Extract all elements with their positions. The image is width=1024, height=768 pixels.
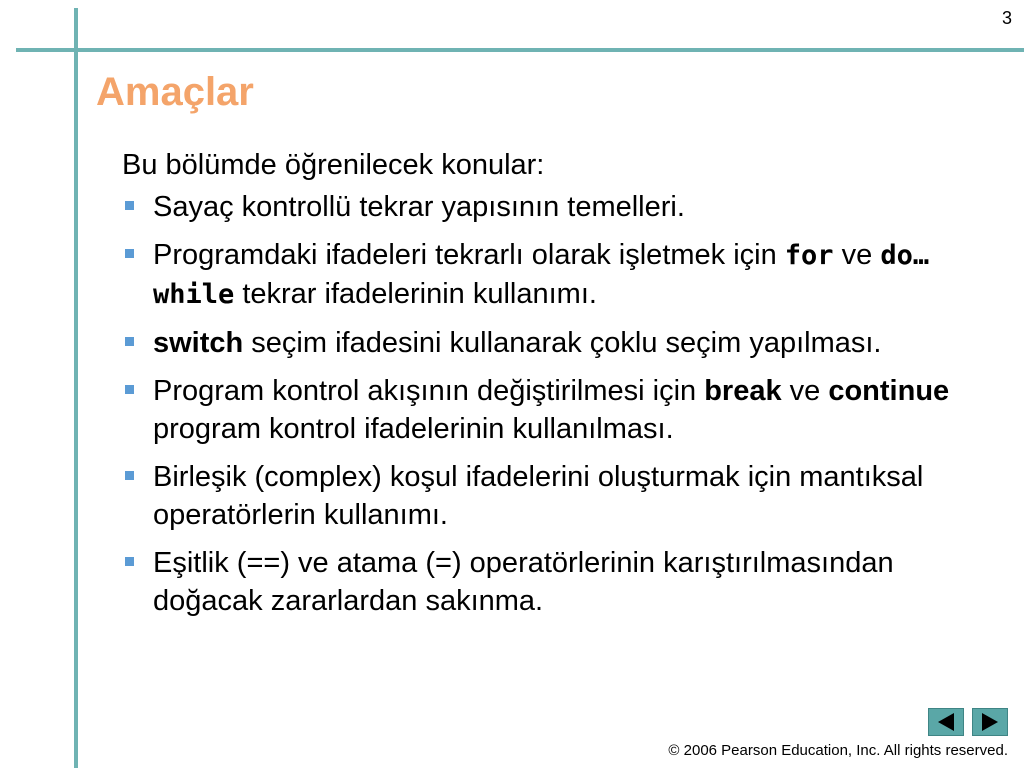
slide-content — [122, 146, 1002, 630]
item-text: seçim ifadesini kullanarak çoklu seçim yapılması. — [243, 327, 882, 359]
item-text: tekrar ifadelerinin kullanımı. — [234, 278, 597, 310]
page-number: 3 — [1001, 8, 1012, 28]
list-item — [122, 188, 1002, 226]
list-item — [122, 544, 1002, 620]
square-bullet-icon — [125, 385, 134, 394]
vertical-rule — [74, 8, 78, 768]
previous-slide-button[interactable] — [928, 708, 964, 736]
item-text: program kontrol ifadelerinin kullanılması. — [153, 413, 674, 445]
copyright-footer: © 2006 Pearson Education, Inc. All rights reserved. — [668, 742, 1008, 759]
list-item — [122, 458, 1002, 534]
code-keyword-do-while: do…while — [153, 240, 930, 310]
list-item — [122, 324, 1002, 362]
square-bullet-icon — [125, 557, 134, 566]
item-text: Program kontrol akışının değiştirilmesi için — [153, 375, 705, 407]
left-triangle-icon — [938, 713, 954, 731]
keyword-break: break — [704, 375, 782, 407]
item-text: ve — [781, 375, 829, 407]
item-text: ve — [833, 239, 881, 271]
horizontal-rule — [16, 48, 1024, 52]
slide-navigation — [928, 708, 1008, 736]
keyword-continue: continue — [828, 375, 950, 407]
next-slide-button[interactable] — [972, 708, 1008, 736]
intro-text: Bu bölümde öğrenilecek konular: — [122, 149, 545, 181]
list-item — [122, 236, 1002, 314]
right-triangle-icon — [982, 713, 998, 731]
square-bullet-icon — [125, 249, 134, 258]
objectives-list — [122, 188, 1002, 620]
item-text: Birleşik (complex) koşul ifadelerini oluşturmak için mantıksal operatörlerin kullanımı. — [153, 461, 924, 531]
slide-title: Amaçlar — [96, 70, 254, 114]
item-text: Programdaki ifadeleri tekrarlı olarak işletmek için — [153, 239, 785, 271]
square-bullet-icon — [125, 201, 134, 210]
keyword-switch: switch — [153, 327, 244, 359]
square-bullet-icon — [125, 337, 134, 346]
square-bullet-icon — [125, 471, 134, 480]
code-keyword-for: for — [784, 240, 834, 271]
item-text: Eşitlik (==) ve atama (=) operatörlerinin karıştırılmasından doğacak zararlardan sakınma. — [153, 547, 894, 617]
list-item — [122, 372, 1002, 448]
item-text: Sayaç kontrollü tekrar yapısının temelleri. — [153, 191, 685, 223]
